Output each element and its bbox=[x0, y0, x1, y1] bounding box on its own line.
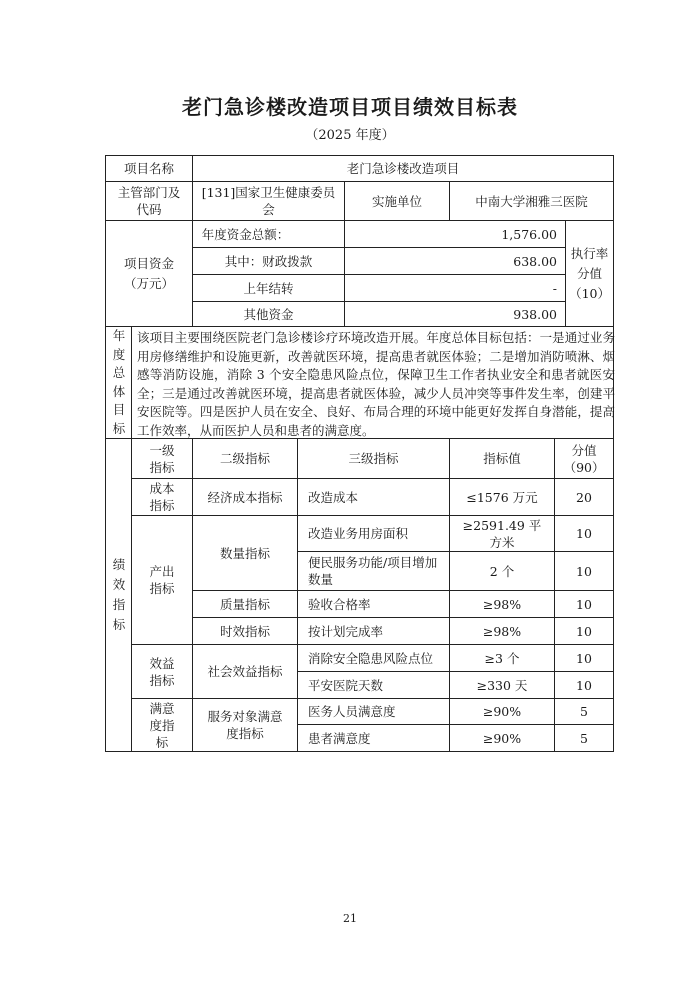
project-name-label: 项目名称 bbox=[123, 161, 174, 176]
score-cell: 10 bbox=[576, 563, 592, 579]
value-cell: ≥330 天 bbox=[476, 677, 528, 693]
header-value: 指标值 bbox=[483, 451, 521, 466]
funds-carryover-value: - bbox=[552, 280, 557, 296]
funds-fiscal-label: 其中：财政拨款 bbox=[224, 253, 313, 269]
funds-total-value: 1,576.00 bbox=[501, 226, 557, 242]
level3-cell: 医务人员满意度 bbox=[308, 704, 396, 719]
value-cell: ≥98% bbox=[482, 596, 522, 612]
level3-cell: 改造业务用房面积 bbox=[308, 526, 409, 541]
level3-cell: 验收合格率 bbox=[308, 596, 371, 612]
level3-cell: 消除安全隐患风险点位 bbox=[308, 650, 434, 666]
value-cell: ≥2591.49 平方米 bbox=[462, 517, 542, 550]
value-cell: ≤1576 万元 bbox=[466, 489, 538, 505]
score-cell: 10 bbox=[576, 526, 592, 541]
group-cost: 成本指标 bbox=[149, 481, 175, 513]
funds-other-value: 938.00 bbox=[513, 306, 557, 322]
score-cell: 10 bbox=[576, 650, 592, 666]
page-number: 21 bbox=[343, 912, 357, 925]
dept-value: [131]国家卫生健康委员会 bbox=[201, 185, 336, 217]
level3-cell: 患者满意度 bbox=[308, 730, 371, 746]
score-cell: 20 bbox=[576, 489, 592, 505]
indicators-section-label: 绩效指标 bbox=[112, 557, 126, 632]
level2-quantity: 数量指标 bbox=[219, 545, 270, 561]
funds-fiscal-value: 638.00 bbox=[513, 253, 557, 269]
level2-timeliness: 时效指标 bbox=[219, 623, 270, 639]
funds-total-label: 年度资金总额： bbox=[201, 226, 290, 242]
unit-value: 中南大学湘雅三医院 bbox=[475, 193, 588, 209]
goal-label: 年度总体目标 bbox=[112, 328, 126, 436]
level2-social-benefit: 社会效益指标 bbox=[207, 664, 283, 679]
value-cell: ≥90% bbox=[482, 730, 522, 746]
level3-cell: 便民服务功能/项目增加数量 bbox=[308, 555, 438, 587]
level2-service-satisfaction: 服务对象满意度指标 bbox=[207, 709, 283, 741]
page-subtitle: （2025 年度） bbox=[305, 128, 395, 143]
project-name-value: 老门急诊楼改造项目 bbox=[346, 161, 460, 176]
value-cell: ≥3 个 bbox=[484, 650, 520, 666]
header-score: 分值（90） bbox=[563, 442, 605, 475]
level3-cell: 平安医院天数 bbox=[308, 677, 384, 693]
group-output: 产出指标 bbox=[149, 564, 175, 596]
score-cell: 5 bbox=[580, 730, 588, 746]
level3-cell: 改造成本 bbox=[308, 489, 359, 505]
header-level2: 二级指标 bbox=[219, 451, 270, 466]
level2-economic-cost: 经济成本指标 bbox=[207, 489, 283, 505]
page-title: 老门急诊楼改造项目项目绩效目标表 bbox=[182, 95, 518, 119]
score-cell: 10 bbox=[576, 677, 592, 693]
goal-text: 该项目主要围绕医院老门急诊楼诊疗环境改造开展。年度总体目标包括：一是通过业务用房修缮维护和设施更新，改善就医环境，提高患者就医体验；二是增加消防喷淋、烟感等消防设施，消除 3 个安全隐患风险点位，保障卫生工作者执业安全和患者就医安全；三是通过改善就医环境，提高患者就医体验，减少人员冲突等事件发生率，创建平安医院等。四是医护人员在安全、良好、布局合理的环境中能更好发挥自身潜能，提高工作效率，从而医护人员和患者的满意度。 bbox=[137, 330, 615, 438]
unit-label: 实施单位 bbox=[371, 193, 422, 209]
group-satisfaction: 满意度指标 bbox=[149, 700, 175, 750]
header-level3: 三级指标 bbox=[348, 451, 399, 466]
level2-quality: 质量指标 bbox=[219, 596, 270, 612]
score-cell: 5 bbox=[580, 704, 588, 719]
funds-label: 项目资金（万元） bbox=[123, 255, 174, 291]
score-cell: 10 bbox=[576, 596, 592, 612]
funds-other-label: 其他资金 bbox=[243, 306, 294, 322]
score-cell: 10 bbox=[576, 623, 592, 639]
execution-rate-label: 执行率分值（10） bbox=[569, 245, 610, 301]
value-cell: ≥98% bbox=[482, 623, 522, 639]
level3-cell: 按计划完成率 bbox=[308, 623, 384, 639]
dept-label: 主管部门及代码 bbox=[117, 185, 181, 217]
value-cell: ≥90% bbox=[482, 704, 522, 719]
funds-carryover-label: 上年结转 bbox=[243, 280, 294, 296]
value-cell: 2 个 bbox=[489, 563, 515, 579]
header-level1: 一级指标 bbox=[149, 442, 175, 475]
group-benefit: 效益指标 bbox=[149, 655, 175, 688]
